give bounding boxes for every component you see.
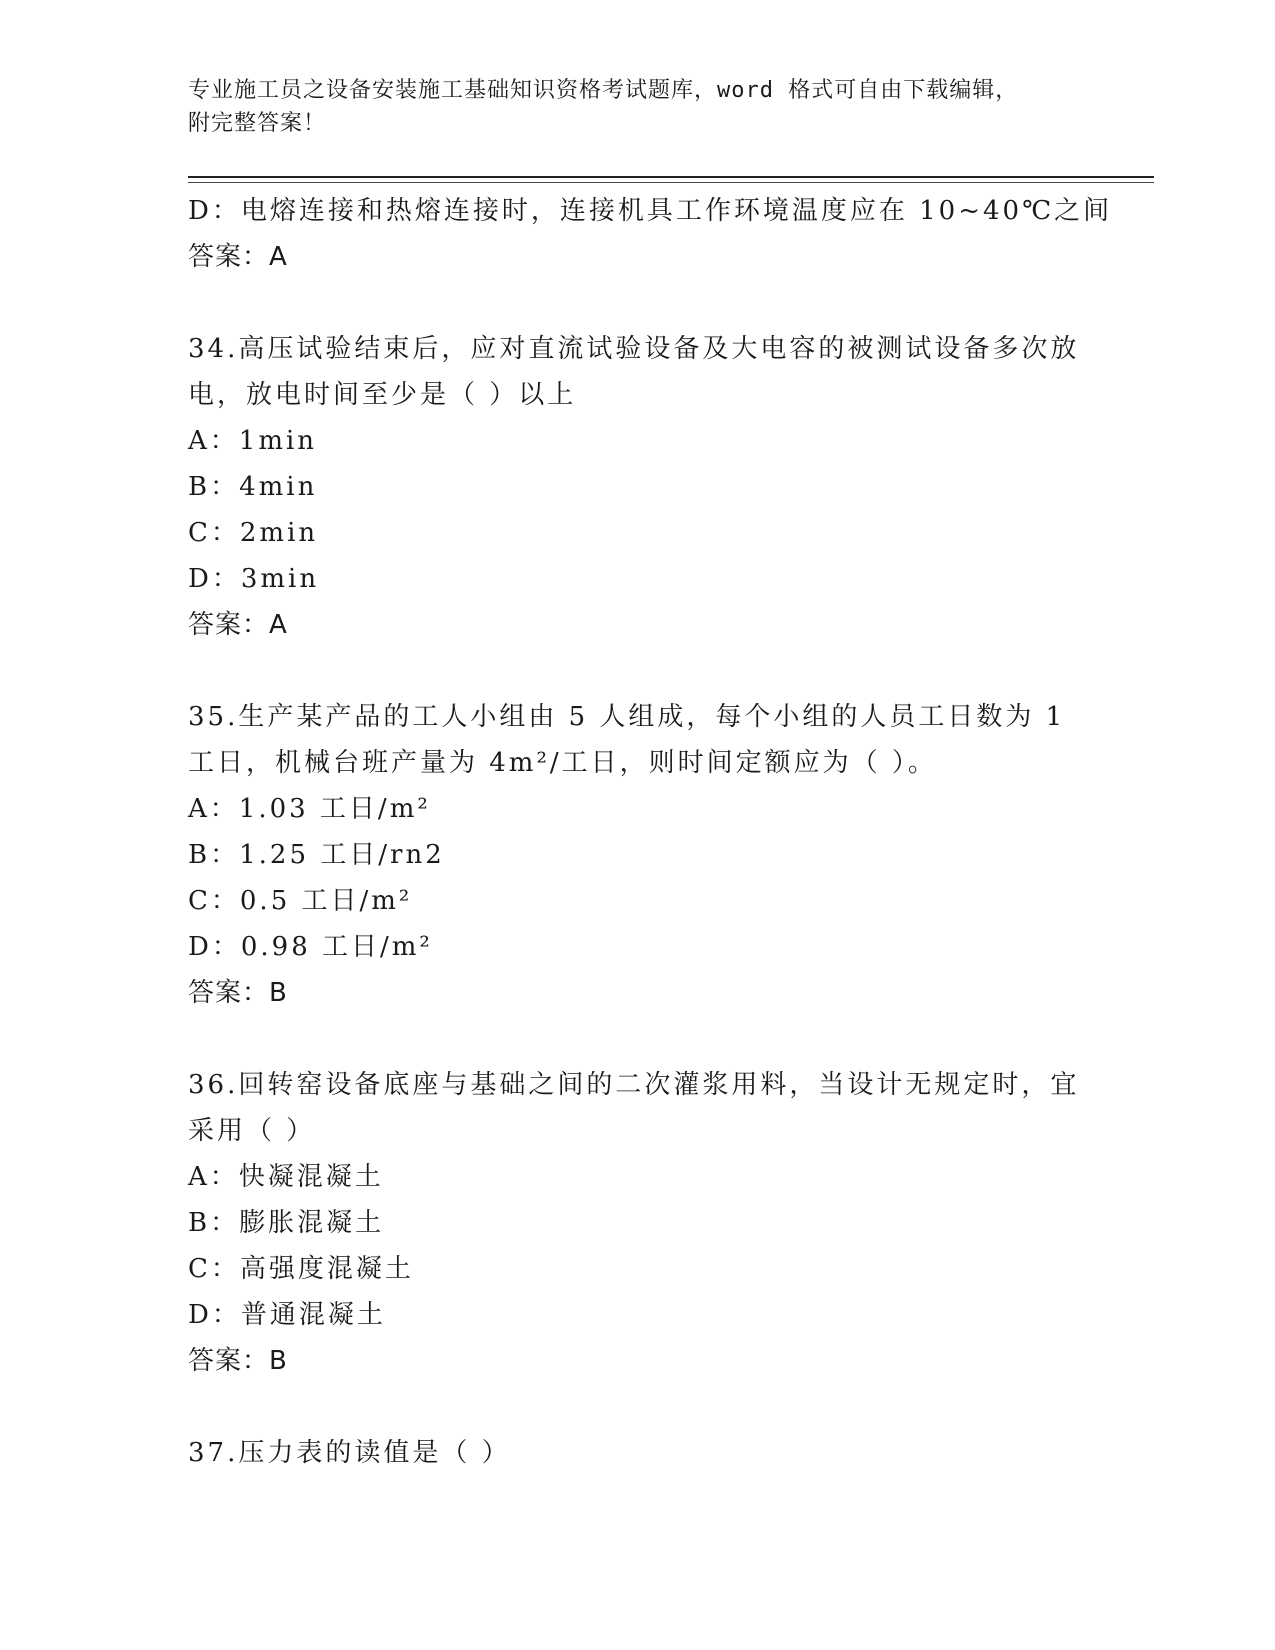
question-text: 35.生产某产品的工人小组由 5 人组成，每个小组的人员工日数为 1 工日，机械台班产量为 4m²/工日，则时间定额应为（ ）。: [188, 702, 1066, 778]
option-d: D：普通混凝土: [188, 1300, 386, 1330]
option-c: C：2min: [188, 518, 319, 548]
document-header: [188, 74, 1068, 140]
option-b: B：膨胀混凝土: [188, 1208, 385, 1238]
question-34: [188, 326, 1088, 648]
question-list: [188, 188, 1113, 1476]
option-a: A：快凝混凝土: [188, 1162, 384, 1192]
header-divider-thin: [188, 182, 1154, 183]
answer-line: 答案：A: [188, 610, 288, 640]
question-33-tail: [188, 188, 1113, 280]
answer-line: 答案：B: [188, 978, 288, 1008]
option-d: D：3min: [188, 564, 320, 594]
header-line-2: 附完整答案！: [188, 111, 327, 136]
question-36: [188, 1062, 1088, 1384]
question-text: 36.回转窑设备底座与基础之间的二次灌浆用料，当设计无规定时，宜采用（ ）: [188, 1070, 1080, 1146]
question-35: [188, 694, 1088, 1016]
header-divider-thick: [188, 176, 1154, 178]
option-a: A：1.03 工日/m²: [188, 794, 431, 824]
option-b: B：1.25 工日/rn2: [188, 840, 445, 870]
question-text: 34.高压试验结束后，应对直流试验设备及大电容的被测试设备多次放电，放电时间至少是（ ）以上: [188, 334, 1080, 410]
answer-line: 答案：A: [188, 242, 288, 272]
option-d: D：0.98 工日/m²: [188, 932, 433, 962]
option-d: D：电熔连接和热熔连接时，连接机具工作环境温度应在 10~40℃之间: [188, 196, 1113, 226]
option-c: C：0.5 工日/m²: [188, 886, 413, 916]
question-text: 37.压力表的读值是（ ）: [188, 1438, 511, 1468]
option-b: B：4min: [188, 472, 318, 502]
option-a: A：1min: [188, 426, 318, 456]
question-37: [188, 1430, 1088, 1476]
header-line-1: 专业施工员之设备安装施工基础知识资格考试题库，word 格式可自由下载编辑，: [188, 78, 1019, 103]
option-c: C：高强度混凝土: [188, 1254, 414, 1284]
answer-line: 答案：B: [188, 1346, 288, 1376]
